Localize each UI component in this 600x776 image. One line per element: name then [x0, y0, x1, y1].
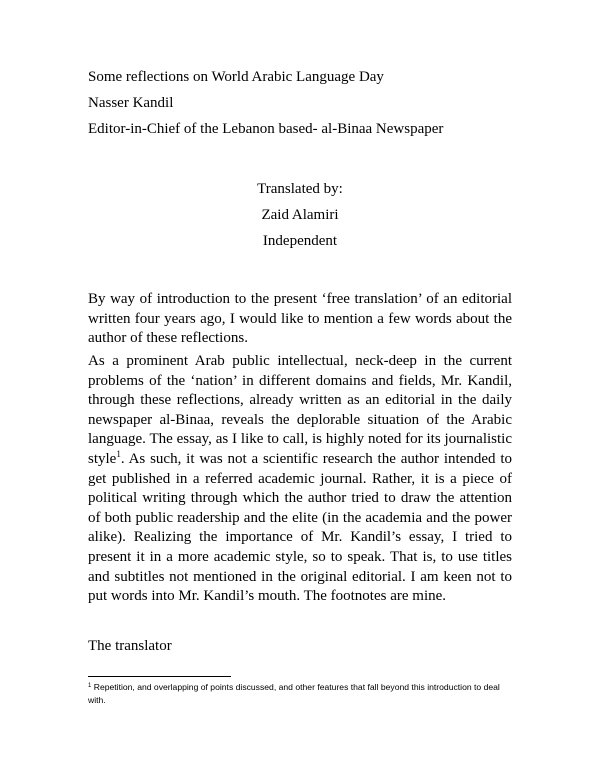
translator-name: Zaid Alamiri: [261, 207, 339, 223]
footnote-separator: [88, 676, 231, 677]
author-name: Nasser Kandil: [88, 95, 174, 111]
main-paragraph-part-1: As a prominent Arab public intellectual, neck-deep in the current problems of the ‘nation’ in different domains and fields, Mr. Kandil, through these reflections, already written as an editorial in the daily newspaper al-Binaa, reveals the deplorable situation of the Arabic language. The essay, as I like to call, is highly noted for its journalistic style: [88, 353, 512, 467]
footnote-reference[interactable]: 1: [116, 448, 121, 459]
essay-title: Some reflections on World Arabic Language Day: [88, 69, 384, 85]
author-affiliation: Editor-in-Chief of the Lebanon based- al-Binaa Newspaper: [88, 121, 444, 137]
signoff: The translator: [88, 638, 172, 654]
translator-affiliation: Independent: [262, 233, 338, 249]
main-paragraph: [88, 352, 512, 607]
footnote: [88, 681, 518, 707]
main-paragraph-part-2: . As such, it was not a scientific research the author intended to get published in a referred academic journal. Rather, it is a piece of political writing through which the author tried to draw the attention of both public readership and the elite (in the academia and the power alike). Realizing the importance of Mr. Kandil’s essay, I tried to present it in a more academic style, so to speak. That is, to use titles and subtitles not mentioned in the original editorial. I am keen not to put words into Mr. Kandil’s mouth. The footnotes are mine.: [88, 450, 512, 605]
intro-paragraph: By way of introduction to the present ‘free translation’ of an editorial written four years ago, I would like to mention a few words about the author of these reflections.: [88, 291, 512, 347]
footnote-number: 1: [88, 683, 92, 689]
footnote-text: Repetition, and overlapping of points discussed, and other features that fall beyond this introduction to deal with.: [88, 682, 500, 705]
translated-by-label: Translated by:: [257, 181, 343, 197]
